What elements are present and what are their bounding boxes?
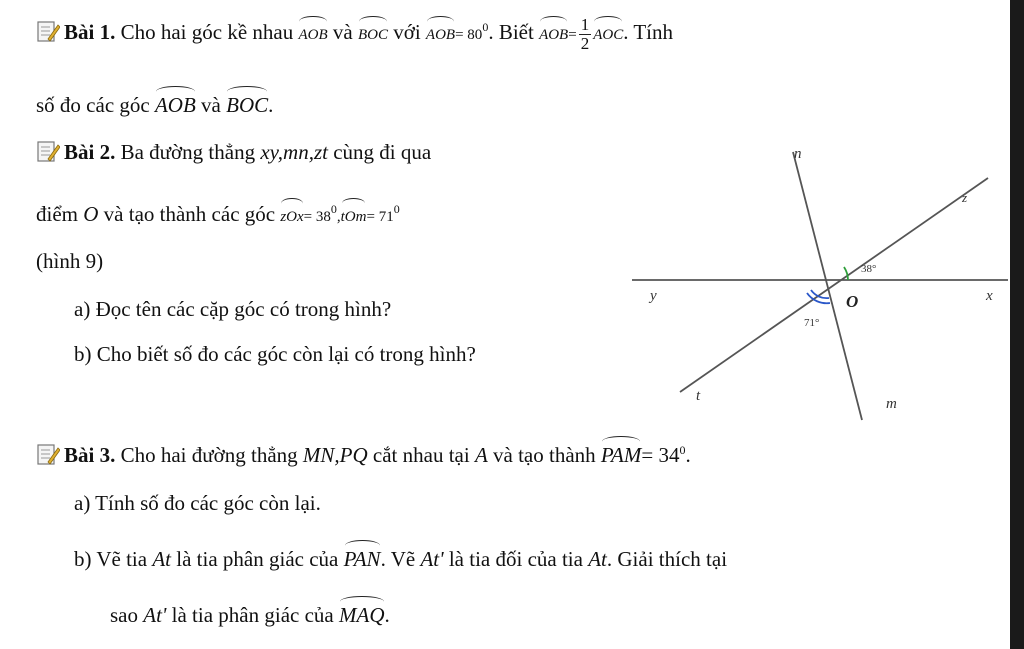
angle-boc: BOC bbox=[358, 16, 388, 48]
bai2-point-o: O bbox=[83, 202, 99, 226]
bai1-title: Bài 1. bbox=[64, 20, 116, 44]
figure-9 bbox=[620, 130, 1010, 430]
bai3-qb-a: b) Vẽ tia bbox=[74, 547, 148, 571]
bai2-line1 bbox=[36, 139, 431, 165]
bai3-qb-c: . Vẽ bbox=[380, 547, 416, 571]
bai3-line3-b: là tia phân giác của bbox=[171, 603, 334, 627]
bai3-question-a: a) Tính số đo các góc còn lại. bbox=[74, 491, 321, 515]
bai3-at-prime-2: At' bbox=[143, 603, 167, 627]
angle-tom: tOm bbox=[341, 198, 367, 230]
bai1-and: và bbox=[332, 20, 353, 44]
bai3-title: Bài 3. bbox=[64, 443, 116, 467]
label-m: m bbox=[886, 396, 897, 412]
angle-zox: zOx bbox=[280, 198, 303, 230]
screen-edge bbox=[1010, 0, 1024, 649]
bai1-with: với bbox=[393, 20, 421, 44]
bai2-lines: xy,mn,zt bbox=[260, 140, 328, 164]
label-z: z bbox=[962, 190, 968, 205]
frac-num: 1 bbox=[580, 14, 590, 34]
bai1-line1 bbox=[36, 14, 673, 53]
bai3-line3-a: sao bbox=[110, 603, 138, 627]
bai3-at-2: At bbox=[588, 547, 607, 571]
bai2-figure-ref: (hình 9) bbox=[36, 249, 104, 273]
label-y: y bbox=[650, 288, 657, 304]
bai3-qb-e: . Giải thích tại bbox=[606, 547, 728, 571]
bai1-line2-end: . bbox=[268, 93, 274, 117]
bai3-point-a: A bbox=[474, 443, 488, 467]
label-x: x bbox=[986, 288, 993, 304]
bai3-text-c: và tạo thành bbox=[493, 443, 596, 467]
bai1-deg: 0 bbox=[482, 20, 489, 34]
bai3-qb-d: là tia đối của tia bbox=[448, 547, 583, 571]
bai2-text-b: cùng đi qua bbox=[333, 140, 432, 164]
document-icon bbox=[36, 442, 60, 466]
bai2-text-a: Ba đường thẳng bbox=[120, 140, 256, 164]
bai2-line2 bbox=[36, 196, 400, 230]
bai2-eq-zox: = 38 bbox=[303, 209, 331, 225]
bai3-deg: 0 bbox=[679, 443, 686, 457]
fraction-half bbox=[579, 16, 592, 53]
bai2-question-b: b) Cho biết số đo các góc còn lại có trong hình? bbox=[74, 342, 476, 366]
document-icon bbox=[36, 19, 60, 43]
label-n: n bbox=[794, 146, 802, 162]
bai3-line3 bbox=[110, 596, 390, 628]
label-71: 71° bbox=[804, 317, 820, 329]
angle-pam: PAM bbox=[601, 436, 641, 468]
bai3-line1 bbox=[36, 436, 691, 468]
label-t: t bbox=[696, 388, 701, 404]
bai3-question-b bbox=[74, 540, 727, 572]
bai1-line2-a: số đo các góc bbox=[36, 93, 150, 117]
bai3-end: . bbox=[685, 443, 691, 467]
bai3-at-prime: At' bbox=[420, 547, 444, 571]
angle-boc-2: BOC bbox=[226, 86, 268, 118]
bai1-text-a: Cho hai góc kề nhau bbox=[120, 20, 294, 44]
bai3-line3-end: . bbox=[384, 603, 390, 627]
bai3-text-b: cắt nhau tại bbox=[372, 443, 470, 467]
angle-pan: PAN bbox=[344, 540, 381, 572]
line-nm bbox=[793, 152, 862, 420]
bai2-eq-tom: = 71 bbox=[366, 209, 394, 225]
bai2-line2-a: điểm bbox=[36, 202, 78, 226]
angle-aob-3: AOB bbox=[539, 16, 568, 48]
bai3-text-a: Cho hai đường thẳng bbox=[120, 443, 298, 467]
frac-den: 2 bbox=[580, 33, 590, 53]
bai1-eq1: = 80 bbox=[455, 27, 483, 43]
bai3-qb-b: là tia phân giác của bbox=[176, 547, 339, 571]
bai2-question-a: a) Đọc tên các cặp góc có trong hình? bbox=[74, 297, 392, 321]
bai1-tinh: . Tính bbox=[623, 20, 673, 44]
label-o: O bbox=[846, 292, 859, 311]
bai1-eq2: = bbox=[568, 27, 577, 43]
angle-maq: MAQ bbox=[339, 596, 385, 628]
angle-aoc: AOC bbox=[593, 16, 623, 48]
bai2-deg-1: 0 bbox=[330, 202, 337, 216]
bai2-title: Bài 2. bbox=[64, 140, 116, 164]
bai1-known: . Biết bbox=[488, 20, 534, 44]
bai2-comma: , bbox=[336, 209, 341, 225]
angle-aob-4: AOB bbox=[155, 86, 196, 118]
angle-aob: AOB bbox=[298, 16, 327, 48]
bai3-at: At bbox=[152, 547, 172, 571]
line-zt bbox=[680, 178, 988, 392]
bai2-deg-2: 0 bbox=[393, 202, 400, 216]
bai3-eq: = 34 bbox=[641, 443, 680, 467]
bai1-and-2: và bbox=[201, 93, 221, 117]
document-icon bbox=[36, 139, 60, 163]
label-38: 38° bbox=[861, 263, 877, 275]
angle-aob-2: AOB bbox=[426, 16, 455, 48]
bai3-lines: MN,PQ bbox=[302, 443, 368, 467]
bai2-line2-b: và tạo thành các góc bbox=[103, 202, 276, 226]
bai1-line2 bbox=[36, 86, 273, 118]
